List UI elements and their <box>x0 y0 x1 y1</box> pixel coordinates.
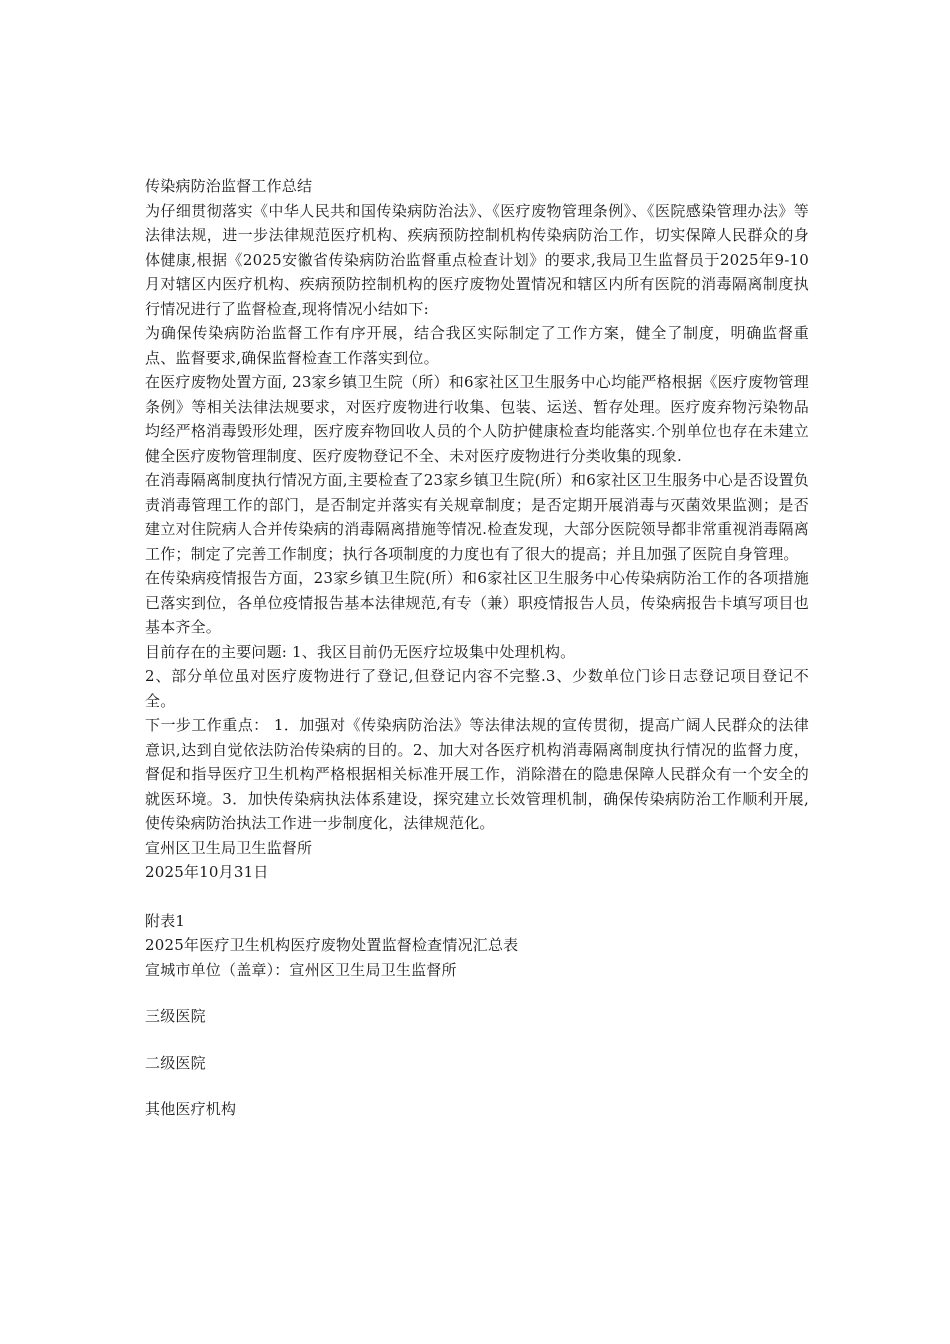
appendix-title: 2025年医疗卫生机构医疗废物处置监督检查情况汇总表 <box>145 936 519 954</box>
paragraph-disinfection: 在消毒隔离制度执行情况方面,主要检查了23家乡镇卫生院(所）和6家社区卫生服务中心是否设置负责消毒管理工作的部门，是否制定并落实有关规章制度；是否定期开展消毒与灭菌效果监测；是否建立对住院病人合并传染病的消毒隔离措施等情况.检查发现，大部分医院领导都非常重视消毒隔离工作；制定了完善工作制度；执行各项制度的力度也有了很大的提高；并且加强了医院自身管理。 <box>145 471 809 563</box>
signature-date: 2025年10月31日 <box>145 863 269 881</box>
appendix-unit-line: 宣城市单位（盖章）：宣州区卫生局卫生监督所 <box>145 960 457 979</box>
paragraph-next-steps: 下一步工作重点： 1．加强对《传染病防治法》等法律法规的宣传贯彻，提高广阔人民群众的法律意识,达到自觉依法防治传染病的目的。2、加大对各医疗机构消毒隔离制度执行情况的监督力度，督促和指导医疗卫生机构严格根据相关标准开展工作，消除潜在的隐患保障人民群众有一个安全的就医环境。3．加快传染病执法体系建设，探究建立长效管理机制，确保传染病防治工作顺利开展,使传染病防治执法工作进一步制度化，法律规范化。 <box>145 716 809 832</box>
category-secondary-hospital: 二级医院 <box>145 1053 206 1072</box>
spacer <box>145 982 809 1004</box>
appendix-label: 附表1 <box>145 911 186 930</box>
category-tertiary-hospital: 三级医院 <box>145 1007 206 1025</box>
spacer <box>145 1075 809 1097</box>
paragraph-problem-1: 目前存在的主要问题: 1、我区目前仍无医疗垃圾集中处理机构。 <box>145 642 576 661</box>
paragraph-intro: 为仔细贯彻落实《中华人民共和国传染病防治法》、《医疗废物管理条例》、《医院感染管理办法》等法律法规，进一步法律规范医疗机构、疾病预防控制机构传染病防治工作，切实保障人民群众的身体健康,根据《2025安徽省传染病防治监督重点检查计划》的要求,我局卫生监督员于2025年9-10月对辖区内医疗机构、疾病预防控制机构的医疗废物处置情况和辖区内所有医院的消毒隔离制度执行情况进行了监督检查,现将情况小结如下: <box>145 201 809 318</box>
paragraph-epidemic-report: 在传染病疫情报告方面，23家乡镇卫生院(所）和6家社区卫生服务中心传染病防治工作的各项措施已落实到位，各单位疫情报告基本法律规范,有专（兼）职疫情报告人员，传染病报告卡填写项目也基本齐全。 <box>145 569 809 636</box>
paragraph-problem-2: 2、部分单位虽对医疗废物进行了登记,但登记内容不完整.3、少数单位门诊日志登记项目登记不全。 <box>145 667 809 710</box>
spacer <box>145 1029 809 1051</box>
paragraph-medical-waste: 在医疗废物处置方面, 23家乡镇卫生院（所）和6家社区卫生服务中心均能严格根据《医疗废物管理条例》等相关法律法规要求，对医疗废物进行收集、包装、运送、暂存处理。医疗废弃物污染物品均经严格消毒毁形处理，医疗废弃物回收人员的个人防护健康检查均能落实.个别单位也存在未建立健全医疗废物管理制度、医疗废物登记不全、未对医疗废物进行分类收集的现象. <box>145 373 809 465</box>
signature-org: 宣州区卫生局卫生监督所 <box>145 838 313 857</box>
spacer <box>145 885 809 909</box>
paragraph-plan: 为确保传染病防治监督工作有序开展，结合我区实际制定了工作方案，健全了制度，明确监督重点、监督要求,确保监督检查工作落实到位。 <box>145 324 809 367</box>
category-other-institutions: 其他医疗机构 <box>145 1100 237 1118</box>
document-page <box>145 174 809 1122</box>
document-title: 传染病防治监督工作总结 <box>145 177 313 195</box>
